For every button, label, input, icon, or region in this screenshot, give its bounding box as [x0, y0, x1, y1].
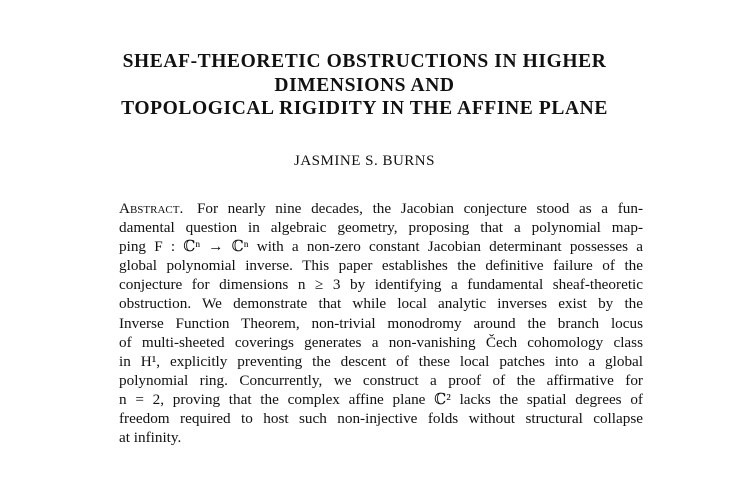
abstract-line: of multi-sheeted coverings generates a non-vanishing Čech cohomology class	[119, 333, 643, 351]
abstract-line: freedom required to host such non-injective folds without structural collapse	[119, 410, 643, 428]
abstract-line: obstruction. We demonstrate that while local analytic inverses exist by the	[119, 295, 643, 313]
abstract-line: damental question in algebraic geometry, proposing that a polynomial map-	[119, 219, 643, 237]
abstract-line: Inverse Function Theorem, non-trivial monodromy around the branch locus	[119, 314, 643, 332]
title-line-2: DIMENSIONS AND	[274, 74, 455, 96]
abstract	[119, 199, 643, 447]
abstract-line: n = 2, proving that the complex affine plane ℂ² lacks the spatial degrees of	[119, 390, 643, 408]
abstract-line: polynomial ring. Concurrently, we construct a proof of the affirmative for	[119, 371, 643, 389]
abstract-line: at infinity.	[119, 429, 182, 447]
paper-title	[60, 50, 669, 121]
abstract-line: global polynomial inverse. This paper establishes the definitive failure of the	[119, 257, 643, 275]
title-line-3: TOPOLOGICAL RIGIDITY IN THE AFFINE PLANE	[121, 98, 608, 119]
title-line-1: SHEAF-THEORETIC OBSTRUCTIONS IN HIGHER	[122, 51, 607, 72]
abstract-line: conjecture for dimensions n ≥ 3 by identifying a fundamental sheaf-theoretic	[119, 276, 643, 294]
author-name: JASMINE S. BURNS	[294, 153, 435, 169]
abstract-line: in H¹, explicitly preventing the descent of these local patches into a global	[119, 352, 643, 370]
abstract-heading: Abstract.	[119, 200, 184, 217]
abstract-line: ping F : ℂⁿ → ℂⁿ with a non-zero constant Jacobian determinant possesses a	[119, 238, 643, 256]
abstract-line: Abstract. For nearly nine decades, the Jacobian conjecture stood as a fun-	[119, 200, 644, 217]
